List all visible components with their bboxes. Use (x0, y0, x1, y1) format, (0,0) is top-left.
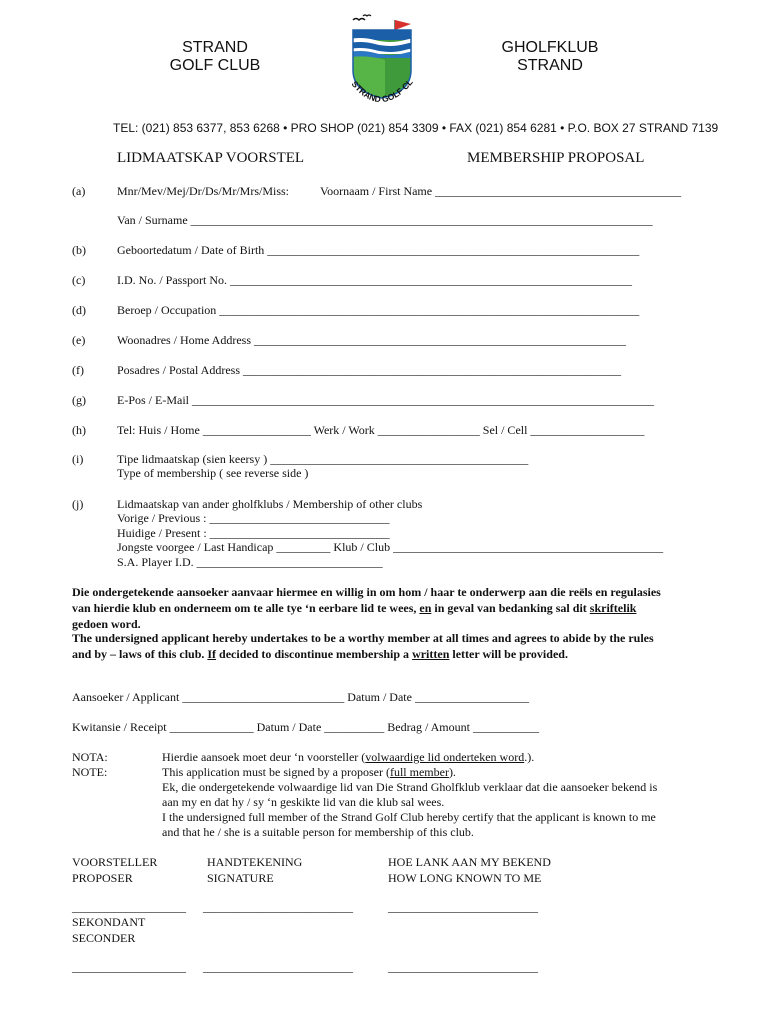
title-english: MEMBERSHIP PROPOSAL (467, 150, 645, 166)
declaration-line (72, 646, 654, 662)
note-text: This application must be signed by a proposer ( (162, 765, 390, 779)
known-label-en: HOW LONG KNOWN TO ME (388, 871, 542, 885)
date-of-birth-field[interactable]: Geboortedatum / Date of Birth ______________________________________________________________ (117, 243, 640, 257)
handicap-club-field[interactable]: Jongste voorgee / Last Handicap _________ Klub / Club _____________________________________________ (117, 540, 664, 554)
note-text: .). (524, 750, 535, 764)
email-field[interactable]: E-Pos / E-Mail _____________________________________________________________________________ (117, 393, 654, 407)
declaration-text: decided to discontinue membership a (216, 647, 413, 661)
declaration-underlined: written (412, 647, 450, 661)
field-letter: (a) (72, 184, 86, 198)
known-label (388, 854, 551, 886)
club-logo (345, 12, 425, 117)
signature-label (207, 854, 302, 886)
proposer-label (72, 854, 157, 886)
present-club-field[interactable]: Huidige / Present : ______________________________ (117, 526, 390, 540)
logo-text: STRAND GOLF CL (349, 77, 415, 105)
declaration-text: letter will be provided. (449, 647, 568, 661)
membership-type-field[interactable]: Tipe lidmaatskap (sien keersy ) ___________________________________________ (117, 452, 529, 466)
declaration-line: gedoen word. (72, 617, 141, 631)
club-name-line: STRAND (517, 57, 583, 74)
note-label-afrikaans: NOTA: (72, 750, 108, 764)
proposer-label-en: PROPOSER (72, 871, 133, 885)
club-name-line: GHOLFKLUB (501, 39, 599, 56)
proposer-known-line[interactable]: _________________________ (388, 900, 538, 914)
declaration-underlined: en (419, 601, 432, 615)
id-passport-field[interactable]: I.D. No. / Passport No. ___________________________________________________________________ (117, 273, 632, 287)
note-underlined: full member (389, 765, 449, 779)
surname-field[interactable]: Van / Surname _____________________________________________________________________________ (117, 213, 653, 227)
seconder-name-line[interactable]: ___________________ (72, 960, 186, 974)
field-letter: (j) (72, 497, 84, 511)
note-underlined: volwaardige lid onderteken word (365, 750, 525, 764)
seconder-known-line[interactable]: _________________________ (388, 960, 538, 974)
declaration-line: Die ondergetekende aansoeker aanvaar hiermee en willig in om hom / haar te onderwerp aan die reëls en regulasies (72, 585, 661, 599)
note-text: Hierdie aansoek moet deur ‘n voorsteller ( (162, 750, 366, 764)
title-afrikaans: LIDMAATSKAP VOORSTEL (117, 150, 305, 166)
note-line: and that he / she is a suitable person for membership of this club. (162, 825, 474, 839)
signature-label-af: HANDTEKENING (207, 855, 303, 869)
proposer-signature-line[interactable]: _________________________ (203, 900, 353, 914)
club-name-english (165, 39, 265, 75)
note-line: Ek, die ondergetekende volwaardige lid van Die Strand Gholfklub verklaar dat die aansoeker bekend is (162, 780, 658, 794)
previous-club-field[interactable]: Vorige / Previous : ______________________________ (117, 511, 390, 525)
club-name-line: STRAND (182, 39, 248, 56)
sa-player-id-field[interactable]: S.A. Player I.D. _______________________________ (117, 555, 383, 569)
club-logo-icon (345, 12, 425, 117)
field-letter: (d) (72, 303, 86, 317)
note-line (162, 750, 657, 765)
declaration-line (72, 600, 661, 616)
title-field[interactable]: Mnr/Mev/Mej/Dr/Ds/Mr/Mrs/Miss: (117, 184, 290, 198)
seconder-signature-line[interactable]: _________________________ (203, 960, 353, 974)
field-letter: (f) (72, 363, 84, 377)
note-line: aan my en dat hy / sy ‘n geskikte lid van die klub sal wees. (162, 795, 445, 809)
note-line (162, 765, 657, 780)
declaration-text: and by – laws of this club. (72, 647, 208, 661)
note-label-english: NOTE: (72, 765, 108, 779)
contact-line: TEL: (021) 853 6377, 853 6268 • PRO SHOP (021) 854 3309 • FAX (021) 854 6281 • P.O. BOX 27 STRAND 7139 (113, 121, 719, 135)
declaration-text: van hierdie klub en onderneem om te alle tye ‘n eerbare lid te wees, (72, 601, 420, 615)
declaration-text: in geval van bedanking sal dit (431, 601, 590, 615)
note-line: I the undersigned full member of the Strand Golf Club hereby certify that the applicant is known to me (162, 810, 656, 824)
club-name-afrikaans (495, 39, 605, 75)
declaration-underlined: If (207, 647, 217, 661)
applicant-field[interactable]: Aansoeker / Applicant ___________________________ Datum / Date ___________________ (72, 690, 529, 704)
telephone-field[interactable]: Tel: Huis / Home __________________ Werk / Work _________________ Sel / Cell ___________________ (117, 423, 645, 437)
field-letter: (g) (72, 393, 86, 407)
field-letter: (b) (72, 243, 86, 257)
field-letter: (e) (72, 333, 86, 347)
declaration-underlined: skriftelik (589, 601, 637, 615)
note-text: ). (448, 765, 456, 779)
receipt-field[interactable]: Kwitansie / Receipt ______________ Datum / Date __________ Bedrag / Amount ___________ (72, 720, 539, 734)
declaration-line: The undersigned applicant hereby undertakes to be a worthy member at all times and agrees to abide by the rules (72, 631, 654, 645)
seconder-label (72, 914, 145, 946)
first-name-field[interactable]: Voornaam / First Name _________________________________________ (320, 184, 682, 198)
field-letter: (h) (72, 423, 86, 437)
postal-address-field[interactable]: Posadres / Postal Address _______________________________________________________________ (117, 363, 621, 377)
occupation-field[interactable]: Beroep / Occupation ______________________________________________________________________ (117, 303, 640, 317)
field-letter: (c) (72, 273, 86, 287)
other-clubs-heading: Lidmaatskap van ander gholfklubs / Membership of other clubs (117, 497, 423, 511)
known-label-af: HOE LANK AAN MY BEKEND (388, 855, 551, 869)
club-name-line: GOLF CLUB (169, 57, 261, 74)
note-body (162, 750, 657, 840)
field-letter: (i) (72, 452, 84, 466)
signature-label-en: SIGNATURE (207, 871, 274, 885)
seconder-label-en: SECONDER (72, 931, 136, 945)
home-address-field[interactable]: Woonadres / Home Address ______________________________________________________________ (117, 333, 627, 347)
declaration-afrikaans (72, 584, 661, 632)
proposer-name-line[interactable]: ___________________ (72, 900, 186, 914)
membership-type-hint: Type of membership ( see reverse side ) (117, 466, 309, 480)
declaration-english (72, 630, 654, 662)
seconder-label-af: SEKONDANT (72, 915, 146, 929)
proposer-label-af: VOORSTELLER (72, 855, 158, 869)
